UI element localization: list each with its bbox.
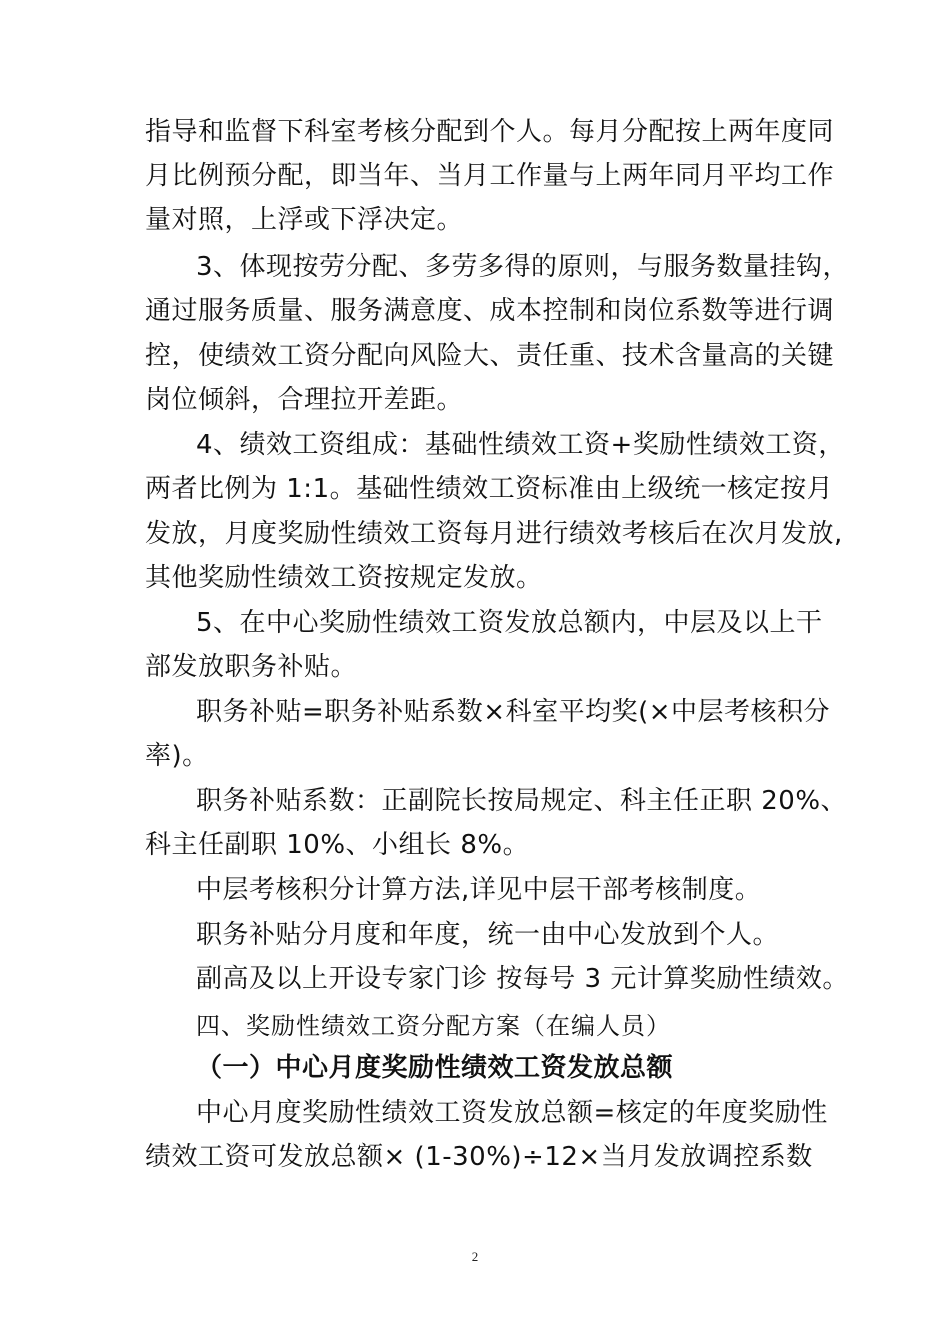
body-line: 职务补贴分月度和年度，统一由中心发放到个人。 (196, 920, 780, 950)
body-line: 科主任副职 10%、小组长 8%。 (145, 830, 530, 860)
body-line: 控，使绩效工资分配向风险大、责任重、技术含量高的关键 (145, 341, 835, 371)
page-number: 2 (471, 1249, 479, 1264)
body-line: 指导和监督下科室考核分配到个人。每月分配按上两年度同 (145, 117, 835, 147)
body-line: 副高及以上开设专家门诊 按每号 3 元计算奖励性绩效。 (196, 964, 849, 994)
body-line: 绩效工资可发放总额× (1-30%)÷12×当月发放调控系数 (145, 1142, 813, 1172)
body-line: 其他奖励性绩效工资按规定发放。 (145, 563, 543, 593)
paragraph-5-start: 5、在中心奖励性绩效工资发放总额内，中层及以上干 (196, 608, 823, 638)
paragraph-3-start: 3、体现按劳分配、多劳多得的原则，与服务数量挂钩， (196, 252, 850, 282)
subsection-heading: （一）中心月度奖励性绩效工资发放总额 (196, 1053, 674, 1083)
body-line: 两者比例为 1:1。基础性绩效工资标准由上级统一核定按月 (145, 474, 834, 504)
body-line: 岗位倾斜，合理拉开差距。 (145, 385, 464, 415)
formula-line: 职务补贴=职务补贴系数×科室平均奖(×中层考核积分 (196, 697, 830, 727)
body-line: 中心月度奖励性绩效工资发放总额=核定的年度奖励性 (196, 1098, 828, 1128)
body-line: 中层考核积分计算方法,详见中层干部考核制度。 (196, 875, 762, 905)
paragraph-4-start: 4、绩效工资组成：基础性绩效工资+奖励性绩效工资， (196, 430, 845, 460)
body-line: 发放，月度奖励性绩效工资每月进行绩效考核后在次月发放, (145, 519, 843, 549)
coefficient-line: 职务补贴系数：正副院长按局规定、科主任正职 20%、 (196, 786, 848, 816)
body-line: 部发放职务补贴。 (145, 652, 358, 682)
body-line: 率)。 (145, 741, 209, 771)
body-line: 量对照，上浮或下浮决定。 (145, 205, 464, 235)
section-heading: 四、奖励性绩效工资分配方案（在编人员） (196, 1012, 671, 1040)
body-line: 通过服务质量、服务满意度、成本控制和岗位系数等进行调 (145, 296, 835, 326)
body-line: 月比例预分配，即当年、当月工作量与上两年同月平均工作 (145, 161, 835, 191)
